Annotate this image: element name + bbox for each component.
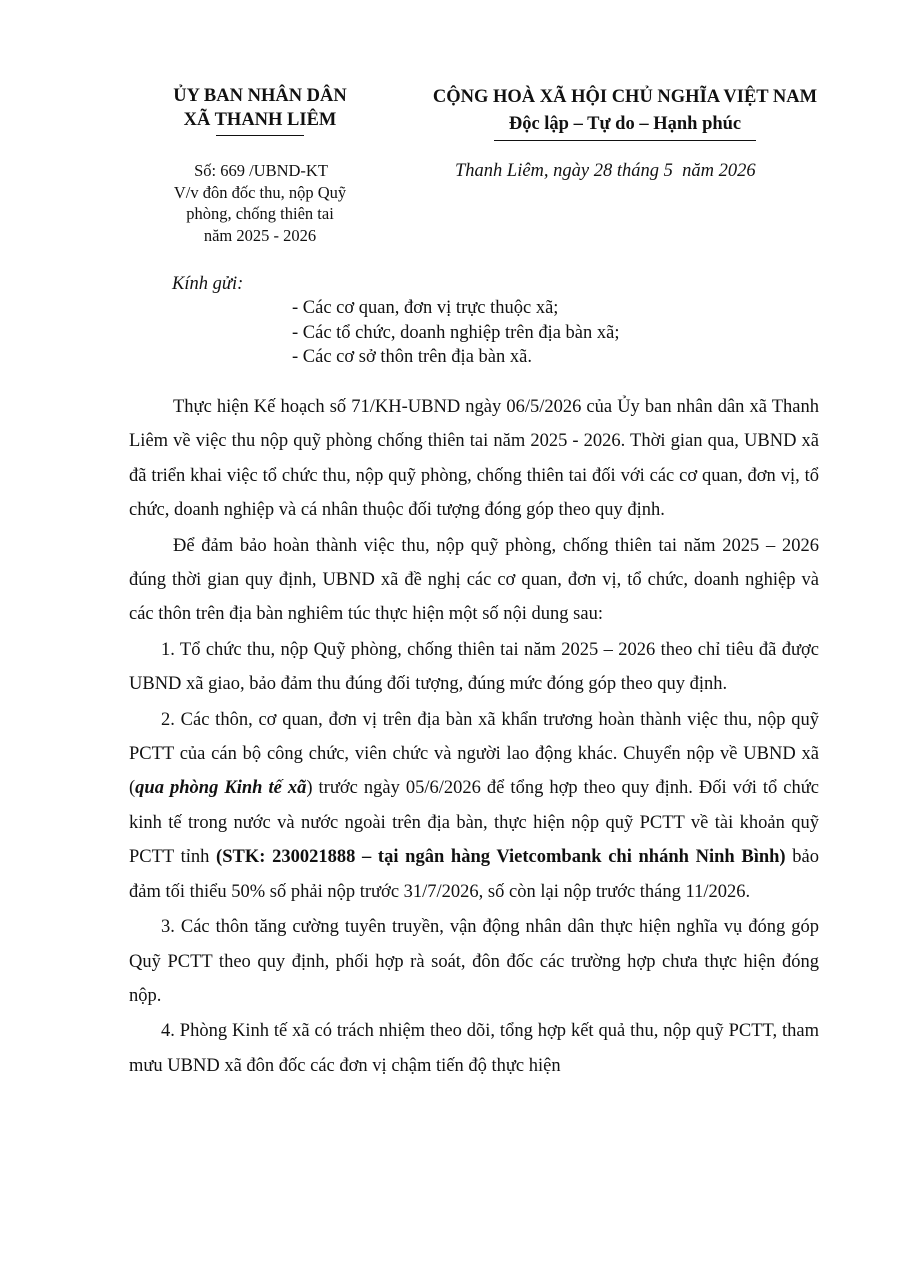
place-date: Thanh Liêm, ngày 28 tháng 5 năm 2026 [455, 161, 756, 181]
subject-line-2: phòng, chống thiên tai [186, 204, 334, 223]
authority-name: ỦY BAN NHÂN DÂN [173, 86, 347, 106]
issuing-authority [150, 84, 370, 136]
item-2-text-c: ) trước ngày 05/6/2026 để tổng hợp theo quy định. Đối với tổ chức kinh tế trong nước và nước ngoài trên địa bàn, thực hiện nộp quỹ PCTT về tài khoản quỹ PCTT tỉnh [129, 778, 819, 868]
item-4: 4. Phòng Kinh tế xã có trách nhiệm theo dõi, tổng hợp kết quả thu, nộp quỹ PCTT, tham mưu UBND xã đôn đốc các đơn vị chậm tiến độ thực hiện [129, 1021, 819, 1076]
document-body [129, 390, 819, 1083]
motto-underline [494, 140, 756, 141]
subject-line-1: V/v đôn đốc thu, nộp Quỹ [173, 182, 347, 202]
recipient-item: - Các cơ quan, đơn vị trực thuộc xã; [292, 298, 559, 318]
reference-block [150, 160, 370, 246]
item-2 [129, 703, 819, 909]
item-2-department: qua phòng Kinh tế xã [135, 778, 307, 799]
commune-name: XÃ THANH LIÊM [183, 110, 337, 130]
item-2-bank-account: (STK: 230021888 – tại ngân hàng Vietcombank chi nhánh Ninh Bình) [216, 847, 786, 868]
item-2-text-e: bảo đảm tối thiểu 50% số phải nộp trước 31/7/2026, số còn lại nộp trước tháng 11/2026. [129, 847, 819, 902]
salutation: Kính gửi: [172, 274, 244, 294]
motto: Độc lập – Tự do – Hạnh phúc [508, 114, 742, 134]
authority-underline [216, 135, 304, 136]
item-2-text-a: 2. Các thôn, cơ quan, đơn vị trên địa bàn xã khẩn trương hoàn thành việc thu, nộp quỹ PCTT của cán bộ công chức, viên chức và người lao động khác. Chuyển nộp về UBND xã ( [129, 709, 819, 799]
country-name: CỘNG HOÀ XÃ HỘI CHỦ NGHĨA VIỆT NAM [432, 87, 818, 107]
recipient-list [292, 296, 620, 370]
subject-line-3: năm 2025 - 2026 [203, 225, 317, 245]
item-1: 1. Tổ chức thu, nộp Quỹ phòng, chống thiên tai năm 2025 – 2026 theo chỉ tiêu đã được UBND xã giao, bảo đảm thu đúng đối tượng, đúng mức đóng góp theo quy định. [129, 639, 819, 695]
recipient-item: - Các cơ sở thôn trên địa bàn xã. [292, 347, 532, 367]
national-motto [405, 84, 845, 141]
recipient-item: - Các tổ chức, doanh nghiệp trên địa bàn xã; [292, 322, 620, 343]
paragraph-intro: Thực hiện Kế hoạch số 71/KH-UBND ngày 06/5/2026 của Ủy ban nhân dân xã Thanh Liêm về việc thu nộp quỹ phòng chống thiên tai năm 2025 - 2026. Thời gian qua, UBND xã đã triển khai việc tổ chức thu, nộp quỹ phòng, chống thiên tai đối với các cơ quan, đơn vị, tổ chức, doanh nghiệp và cá nhân thuộc đối tượng đóng góp theo quy định. [129, 397, 819, 521]
item-3: 3. Các thôn tăng cường tuyên truyền, vận động nhân dân thực hiện nghĩa vụ đóng góp Quỹ PCTT theo quy định, phối hợp rà soát, đôn đốc các trường hợp chưa thực hiện đóng nộp. [129, 917, 819, 1006]
document-number: Số: 669 /UBND-KT [194, 161, 328, 180]
paragraph-request: Để đảm bảo hoàn thành việc thu, nộp quỹ phòng, chống thiên tai năm 2025 – 2026 đúng thời gian quy định, UBND xã đề nghị các cơ quan, đơn vị, tổ chức, doanh nghiệp và các thôn trên địa bàn nghiêm túc thực hiện một số nội dung sau: [129, 535, 819, 625]
